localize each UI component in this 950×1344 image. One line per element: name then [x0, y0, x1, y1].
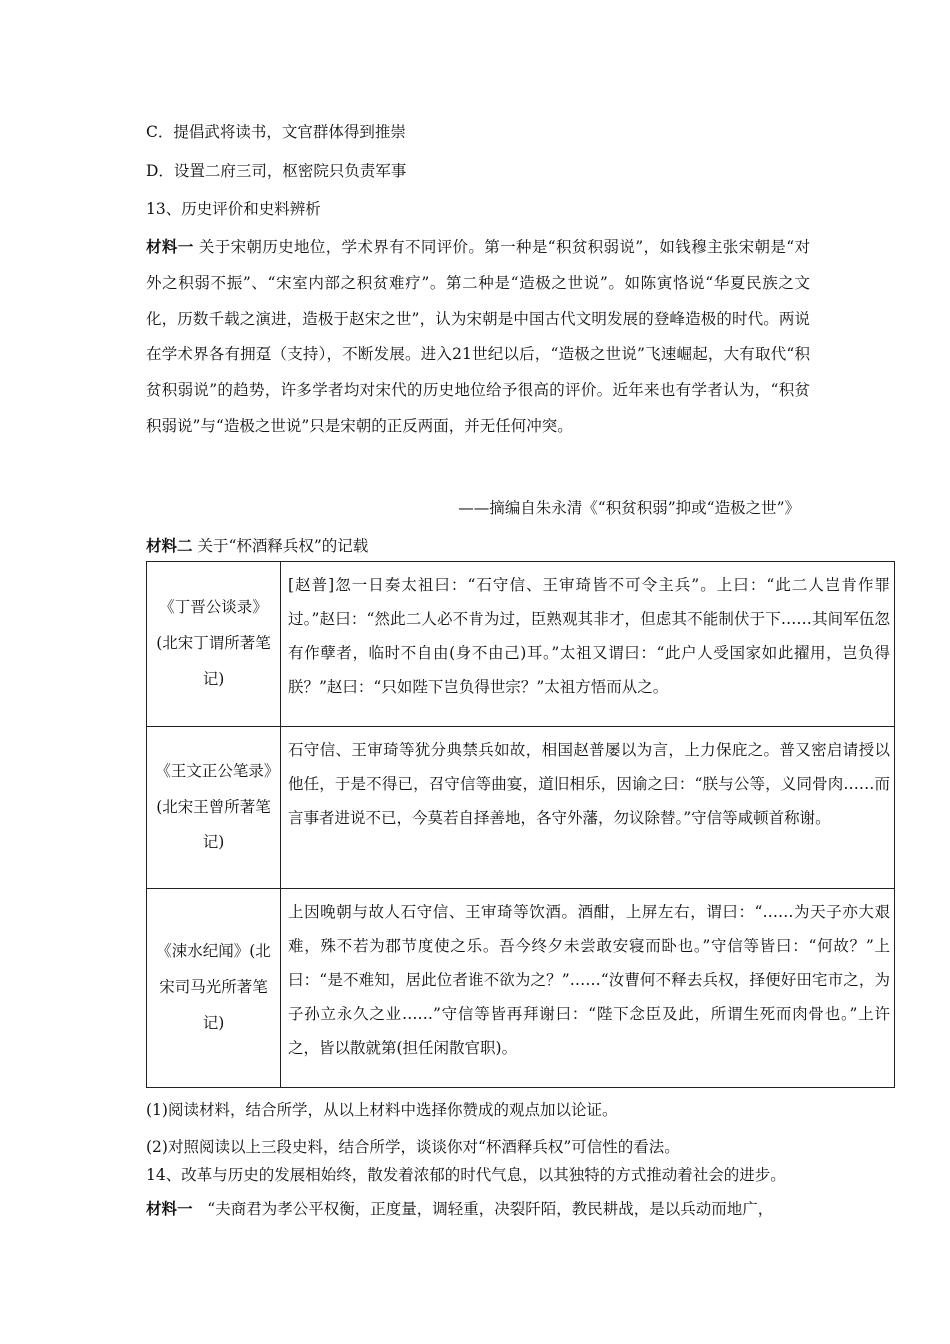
- question-14-heading: 14、改革与历史的发展相始终，散发着浓郁的时代气息，以其独特的方式推动着社会的进步。: [146, 1166, 786, 1184]
- material-2-title: 关于“杯酒释兵权”的记载: [192, 537, 369, 555]
- source-title-cell: [147, 562, 281, 727]
- source-title: 《涑水纪闻》(北宋司马光所著笔记): [156, 942, 271, 1032]
- source-title: 《王文正公笔录》(北宋王曾所著笔记): [155, 761, 272, 852]
- question-13-heading: 13、历史评价和史料辨析: [146, 200, 321, 218]
- q14-material-1-label: 材料一: [146, 1199, 193, 1218]
- option-d: D．设置二府三司，枢密院只负责军事: [146, 162, 407, 180]
- material-2-heading: [146, 535, 368, 557]
- source-title-cell: [147, 727, 281, 889]
- question-13-part-1: (1)阅读材料，结合所学，从以上材料中选择你赞成的观点加以论证。: [146, 1101, 618, 1119]
- material-1-label: 材料一: [146, 237, 194, 256]
- material-1-source: ——摘编自朱永清《“积贫积弱”抑或“造极之世”》: [458, 499, 800, 517]
- historical-sources-table: [146, 561, 895, 1088]
- material-1-paragraph: [146, 229, 810, 445]
- question-14-material-1: [146, 1198, 773, 1220]
- material-2-label: 材料二: [146, 536, 193, 555]
- source-text-cell: 石守信、王审琦等犹分典禁兵如故，相国赵普屡以为言，上力保庇之。普又密启请授以他任，于是不得已，召守信等曲宴，道旧相乐，因谕之曰：“朕与公等，义同骨肉……而言事者进说不已，今莫若自择善地，各守外藩，勿议除替。”守信等咸顿首称谢。: [281, 727, 895, 889]
- source-text-cell: [赵普]忽一日奏太祖曰：“石守信、王审琦皆不可令主兵”。上曰：“此二人岂肯作罪过。”赵曰：“然此二人必不肯为过，臣熟观其非才，但虑其不能制伏于下……其间军伍忽有作孽者，临时不自由(身不由己)耳。”太祖又谓曰：“此户人受国家如此擢用，岂负得朕？”赵曰：“只如陛下岂负得世宗？”太祖方悟而从之。: [281, 562, 895, 727]
- source-title-cell: [147, 889, 281, 1088]
- table-row: [147, 727, 895, 889]
- table-row: [147, 889, 895, 1088]
- source-text-cell: 上因晚朝与故人石守信、王审琦等饮酒。酒酣，上屏左右，谓曰：“……为天子亦大艰难，殊不若为郡节度使之乐。吾今终夕未尝敢安寝而卧也。”守信等皆曰：“何故？”上曰：“是不难知，居此位者谁不欲为之？”……“汝曹何不释去兵权，择便好田宅市之，为子孙立永久之业……”守信等皆再拜谢曰：“陛下念臣及此，所谓生死而肉骨也。”上许之，皆以散就第(担任闲散官职)。: [281, 889, 895, 1088]
- q14-material-1-text: “夫商君为孝公平权衡，正度量，调轻重，决裂阡陌，教民耕战，是以兵动而地广，: [192, 1200, 774, 1218]
- option-c: C．提倡武将读书，文官群体得到推崇: [146, 123, 406, 141]
- source-title: 《丁晋公谈录》(北宋丁谓所著笔记): [156, 598, 271, 688]
- question-13-part-2: (2)对照阅读以上三段史料，结合所学，谈谈你对“杯酒释兵权”可信性的看法。: [146, 1138, 680, 1156]
- material-1-text: 关于宋朝历史地位，学术界有不同评价。第一种是“积贫积弱说”，如钱穆主张宋朝是“对外之积弱不振”、“宋室内部之积贫难疗”。第二种是“造极之世说”。如陈寅恪说“华夏民族之文化，历数千载之演进，造极于赵宋之世”，认为宋朝是中国古代文明发展的登峰造极的时代。两说在学术界各有拥趸（支持），不断发展。进入21世纪以后，“造极之世说”飞速崛起，大有取代“积贫积弱说”的趋势，许多学者均对宋代的历史地位给予很高的评价。近年来也有学者认为，“积贫积弱说”与“造极之世说”只是宋朝的正反两面，并无任何冲突。: [146, 238, 810, 435]
- table-row: [147, 562, 895, 727]
